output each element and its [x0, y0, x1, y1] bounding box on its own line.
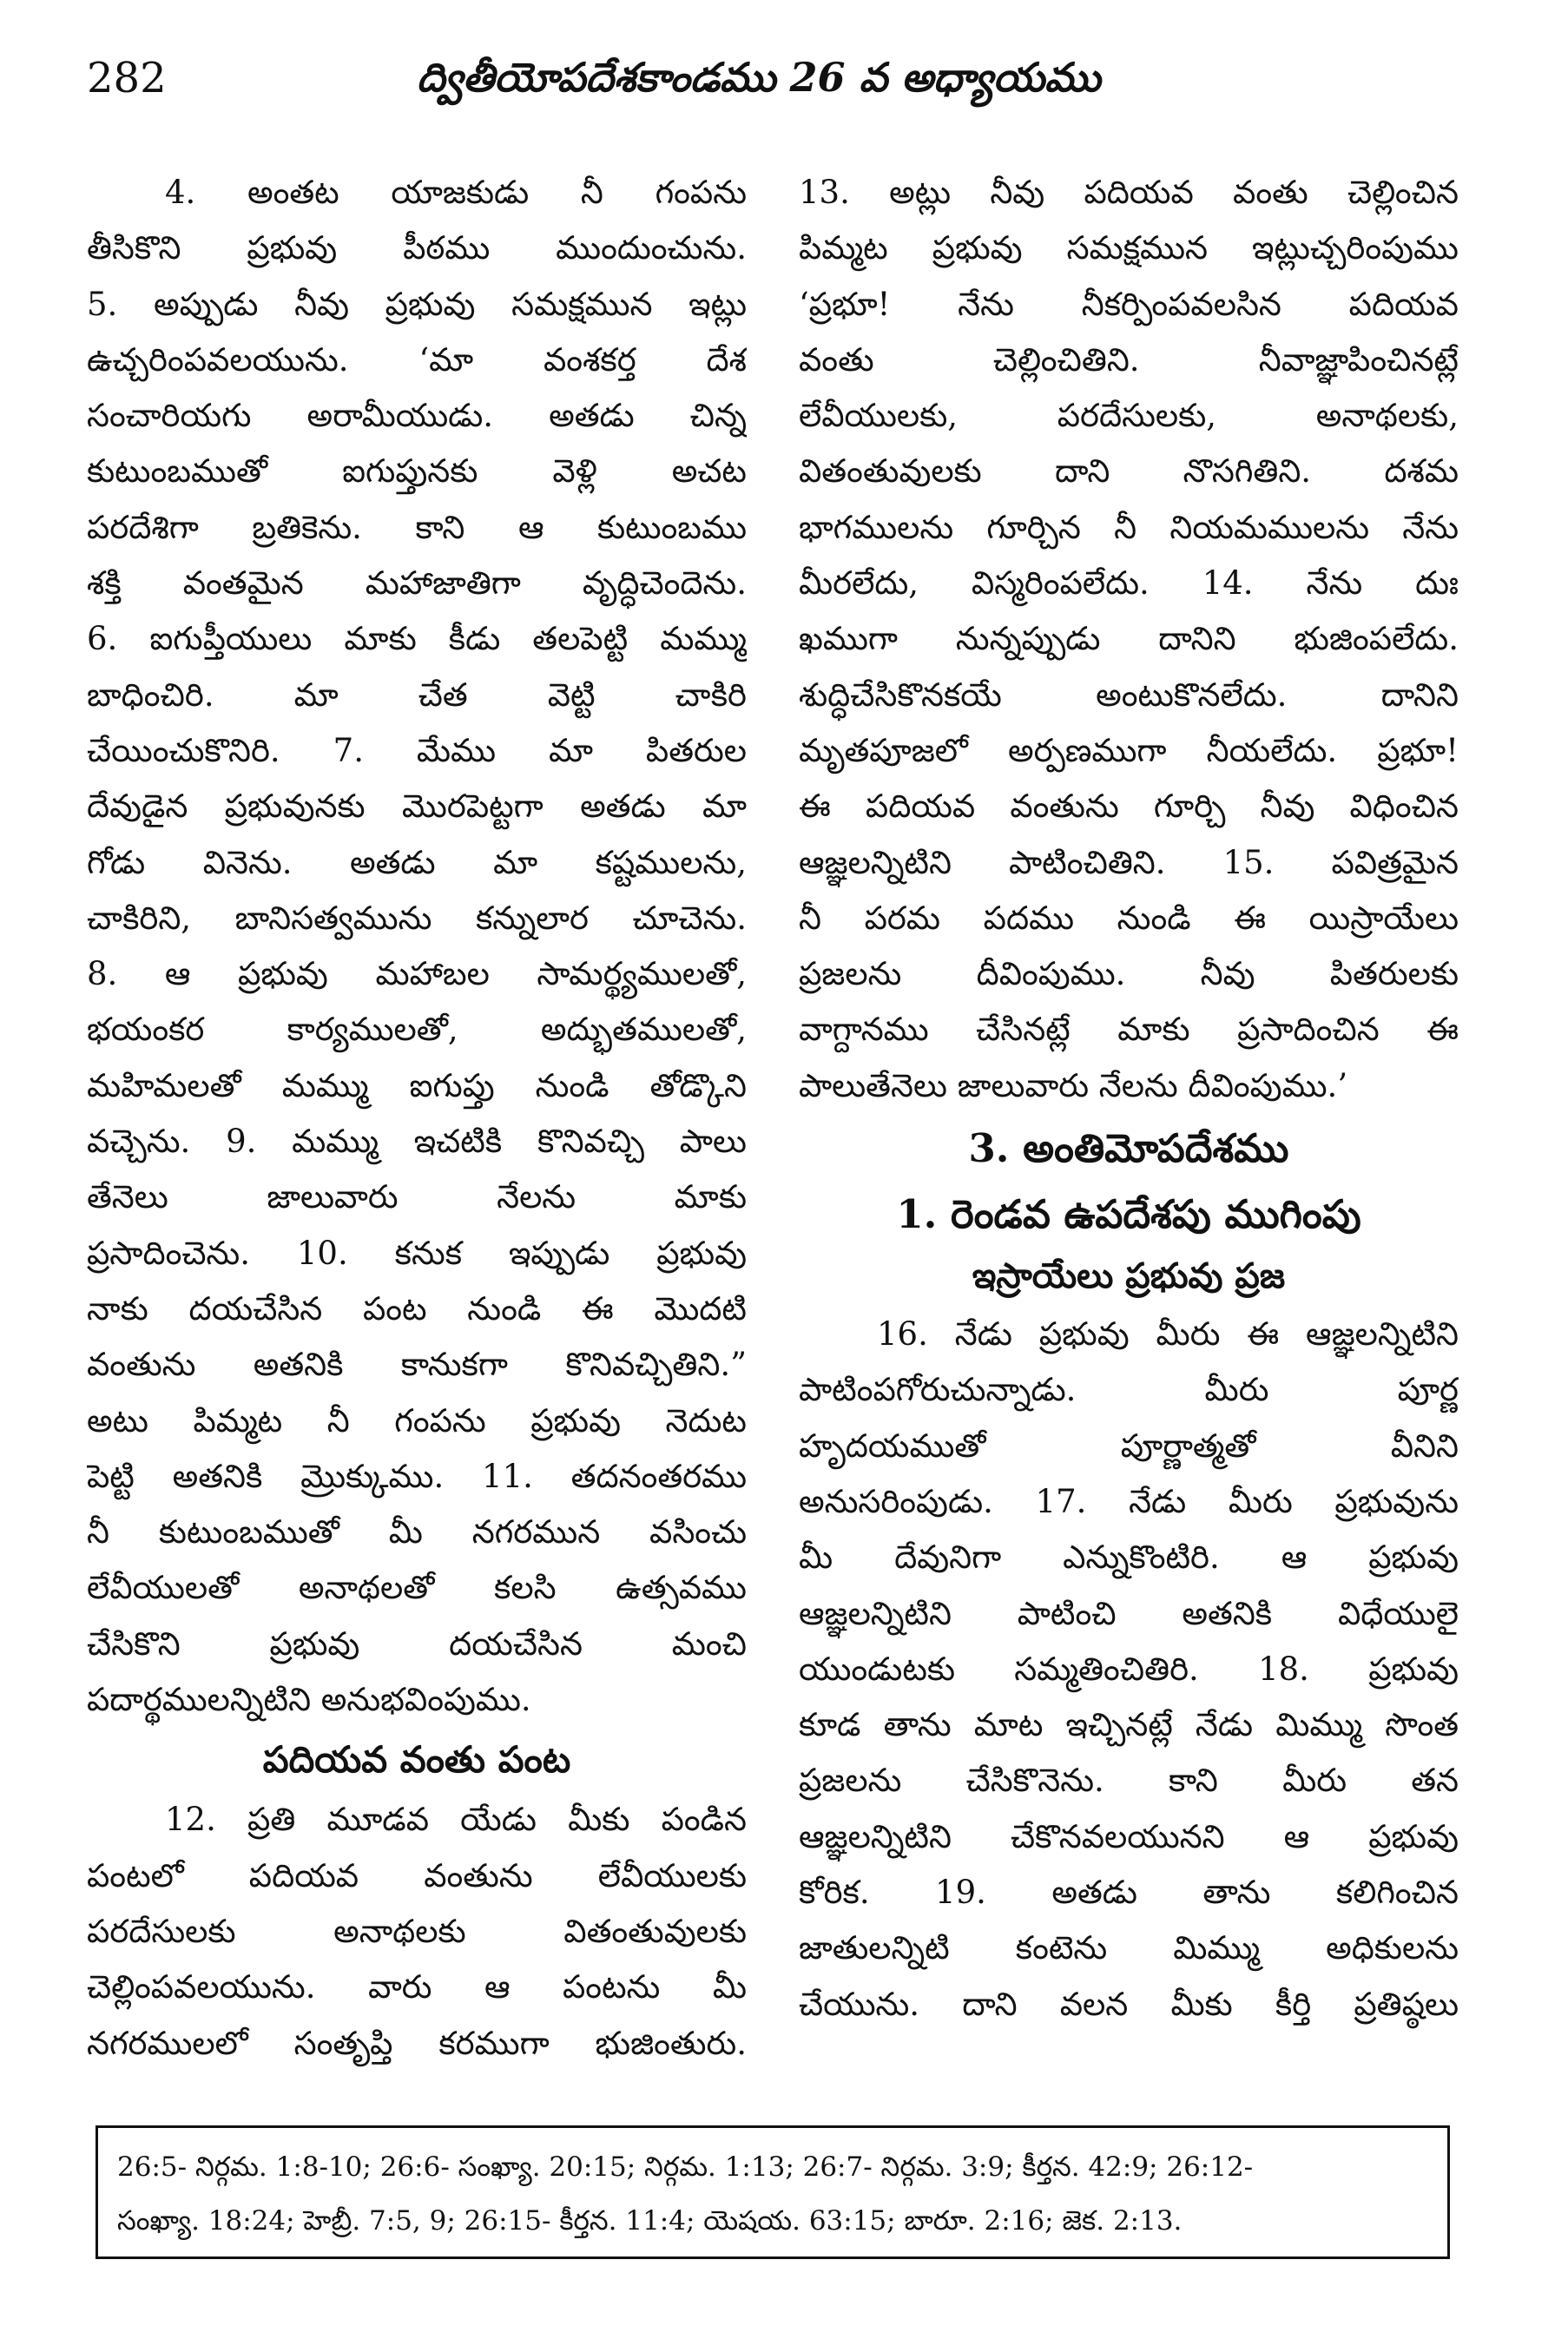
left-column [87, 165, 747, 2072]
text-line: నీ పరమ పదము నుండి ఈ యిస్రాయేలు [799, 899, 1459, 937]
left-column-text-after [87, 1792, 747, 2071]
text-line: వాగ్దానము చేసినట్లే మాకు ప్రసాదించిన ఈ [799, 1011, 1459, 1049]
text-line: మహిమలతో మమ్ము ఐగుప్తు నుండి తోడ్కొని [87, 1066, 747, 1104]
text-line: పరదేసులకు అనాథలకు వితంతువులకు [87, 1912, 747, 1950]
text-line: భాగములను గూర్చిన నీ నియమములను నేను [799, 508, 1459, 546]
text-line: ఉచ్చరింపవలయును. ‘మా వంశకర్త దేశ [87, 340, 747, 379]
text-line: పిమ్మట ప్రభువు సమక్షమున ఇట్లుచ్చరింపుము [799, 229, 1459, 267]
text-line: జాతులన్నిటి కంటెను మిమ్ము అధికులను [799, 1929, 1459, 1967]
text-line: శుద్ధిచేసికొనకయే అంటుకొనలేదు. దానిని [799, 675, 1459, 714]
subheading-2: ఇస్రాయేలు ప్రభువు ప్రజ [972, 1255, 1286, 1297]
section-heading: 3. అంతిమోపదేశము [968, 1125, 1289, 1172]
running-title: ద్వితీయోపదేశకాండము 26 వ అధ్యాయము [417, 54, 1101, 101]
text-line: భయంకర కార్యములతో, అద్భుతములతో, [87, 1011, 747, 1049]
text-line: వంతు చెల్లించితిని. నీవాజ్ఞాపించినట్లే [799, 340, 1459, 379]
text-line: చేయించుకొనిరి. 7. మేము మా పితరుల [87, 731, 747, 769]
text-line: ‘ప్రభూ! నేను నీకర్పింపవలసిన పదియవ [799, 285, 1459, 323]
subheading-1: 1. రెండవ ఉపదేశపు ముగింపు [896, 1191, 1361, 1238]
text-line: చేసికొని ప్రభువు దయచేసిన మంచి [87, 1624, 747, 1663]
text-line: చెల్లింపవలయును. వారు ఆ పంటను మీ [87, 1968, 747, 2006]
text-line: కోరిక. 19. అతడు తాను కలిగించిన [799, 1874, 1459, 1912]
cross-reference-line-1: 26:5- నిర్గమ. 1:8-10; 26:6- సంఖ్యా. 20:15; నిర్గమ. 1:13; 26:7- నిర్గమ. 3:9; కీర్తన. 42:9; 26:12- [117, 2151, 1254, 2183]
text-line: 6. ఐగుప్తీయులు మాకు కీడు తలపెట్టి మమ్ము [87, 620, 747, 658]
page-number: 282 [87, 54, 167, 102]
text-line: మృతపూజలో అర్పణముగా నీయలేదు. ప్రభూ! [799, 731, 1459, 769]
text-line: పంటలో పదియవ వంతును లేవీయులకు [87, 1856, 747, 1894]
text-line: 8. ఆ ప్రభువు మహాబల సామర్థ్యములతో, [87, 955, 747, 993]
text-line: అనుసరింపుడు. 17. నేడు మీరు ప్రభువును [799, 1482, 1459, 1520]
text-line: లేవీయులకు, పరదేసులకు, అనాథలకు, [799, 397, 1459, 435]
page-header [87, 42, 1441, 120]
right-column [799, 165, 1459, 2032]
text-line: ఆజ్ఞలన్నిటిని పాటించితిని. 15. పవిత్రమైన [799, 843, 1459, 881]
cross-reference-box [96, 2125, 1450, 2259]
text-line: తేనెలు జాలువారు నేలను మాకు [87, 1178, 747, 1216]
text-line: పెట్టి అతనికి మ్రొక్కుము. 11. తదనంతరము [87, 1457, 747, 1495]
text-line: నీ కుటుంబముతో మీ నగరమున వసించు [87, 1513, 747, 1552]
right-column-text [799, 165, 1459, 1114]
text-line: దేవుడైన ప్రభువునకు మొరపెట్టగా అతడు మా [87, 787, 747, 826]
text-line: తీసికొని ప్రభువు పీఠము ముందుంచును. [87, 229, 747, 267]
right-column-text-after [799, 1307, 1459, 2032]
text-line: ఖముగా నున్నప్పుడు దానిని భుజింపలేదు. [799, 620, 1459, 658]
text-line: 4. అంతట యాజకుడు నీ గంపను [165, 174, 747, 211]
text-line: నాకు దయచేసిన పంట నుండి ఈ మొదటి [87, 1289, 747, 1328]
text-line: కూడ తాను మాట ఇచ్చినట్లే నేడు మిమ్ము సొంత [799, 1706, 1459, 1744]
text-line: యుండుటకు సమ్మతించితిరి. 18. ప్రభువు [799, 1650, 1459, 1688]
text-line: సంచారియగు అరామీయుడు. అతడు చిన్న [87, 397, 747, 435]
text-line: ప్రసాదించెను. 10. కనుక ఇప్పుడు ప్రభువు [87, 1234, 747, 1272]
text-line: ఆజ్ఞలన్నిటిని పాటించి అతనికి విధేయులై [799, 1594, 1459, 1632]
left-section-heading: పదియవ వంతు పంట [262, 1738, 571, 1782]
text-line: మీరలేదు, విస్మరింపలేదు. 14. నేను దుః [799, 564, 1459, 603]
text-line: పరదేశిగా బ్రతికెను. కాని ఆ కుటుంబము [87, 508, 747, 546]
text-line: బాధించిరి. మా చేత వెట్టి చాకిరి [87, 675, 747, 714]
text-line: పదార్థములన్నిటిని అనుభవింపుము. [87, 1681, 531, 1719]
text-line: ప్రజలను చేసికొనెను. కాని మీరు తన [799, 1762, 1459, 1800]
text-line: వితంతువులకు దాని నొసగితిని. దశమ [799, 452, 1459, 491]
text-line: చాకిరిని, బానిసత్వమును కన్నులార చూచెను. [87, 899, 747, 937]
text-line: నగరములలో సంతృప్తి కరముగా భుజింతురు. [87, 2024, 747, 2062]
text-line: 5. అప్పుడు నీవు ప్రభువు సమక్షమున ఇట్లు [87, 285, 747, 323]
text-line: 13. అట్లు నీవు పదియవ వంతు చెల్లించిన [799, 174, 1459, 211]
text-line: గోడు వినెను. అతడు మా కష్టములను, [87, 843, 747, 881]
text-line: లేవీయులతో అనాథలతో కలసి ఉత్సవము [87, 1569, 747, 1607]
text-line: 12. ప్రతి మూడవ యేడు మీకు పండిన [165, 1801, 747, 1839]
text-line: పాటింపగోరుచున్నాడు. మీరు పూర్ణ [799, 1371, 1459, 1409]
text-line: హృదయముతో పూర్ణాత్మతో వీనిని [799, 1426, 1459, 1465]
cross-reference-line-2: సంఖ్యా. 18:24; హెబ్రీ. 7:5, 9; 26:15- కీర్తన. 11:4; యెషయ. 63:15; బారూ. 2:16; జెక. 2:13. [117, 2205, 1183, 2237]
text-line: చేయును. దాని వలన మీకు కీర్తి ప్రతిష్ఠలు [799, 1985, 1459, 2023]
text-line: మీ దేవునిగా ఎన్నుకొంటిరి. ఆ ప్రభువు [799, 1538, 1459, 1577]
text-line: ఈ పదియవ వంతును గూర్చి నీవు విధించిన [799, 787, 1459, 826]
text-line: కుటుంబముతో ఐగుప్తునకు వెళ్లి అచట [87, 452, 747, 491]
text-line: ఆజ్ఞలన్నిటిని చేకొనవలయునని ఆ ప్రభువు [799, 1817, 1459, 1855]
text-line: వచ్చెను. 9. మమ్ము ఇచటికి కొనివచ్చి పాలు [87, 1123, 747, 1161]
text-line: ప్రజలను దీవింపుము. నీవు పితరులకు [799, 955, 1459, 993]
left-column-text [87, 165, 747, 1728]
text-line: 16. నేడు ప్రభువు మీరు ఈ ఆజ్ఞలన్నిటిని [877, 1315, 1459, 1354]
text-line: అటు పిమ్మట నీ గంపను ప్రభువు నెదుట [87, 1401, 747, 1440]
text-line: శక్తి వంతమైన మహాజాతిగా వృద్ధిచెందెను. [87, 564, 747, 603]
text-line: వంతును అతనికి కానుకగా కొనివచ్చితిని.” [87, 1346, 747, 1384]
text-line: పాలుతేనెలు జాలువారు నేలను దీవింపుము.’ [799, 1066, 1348, 1104]
